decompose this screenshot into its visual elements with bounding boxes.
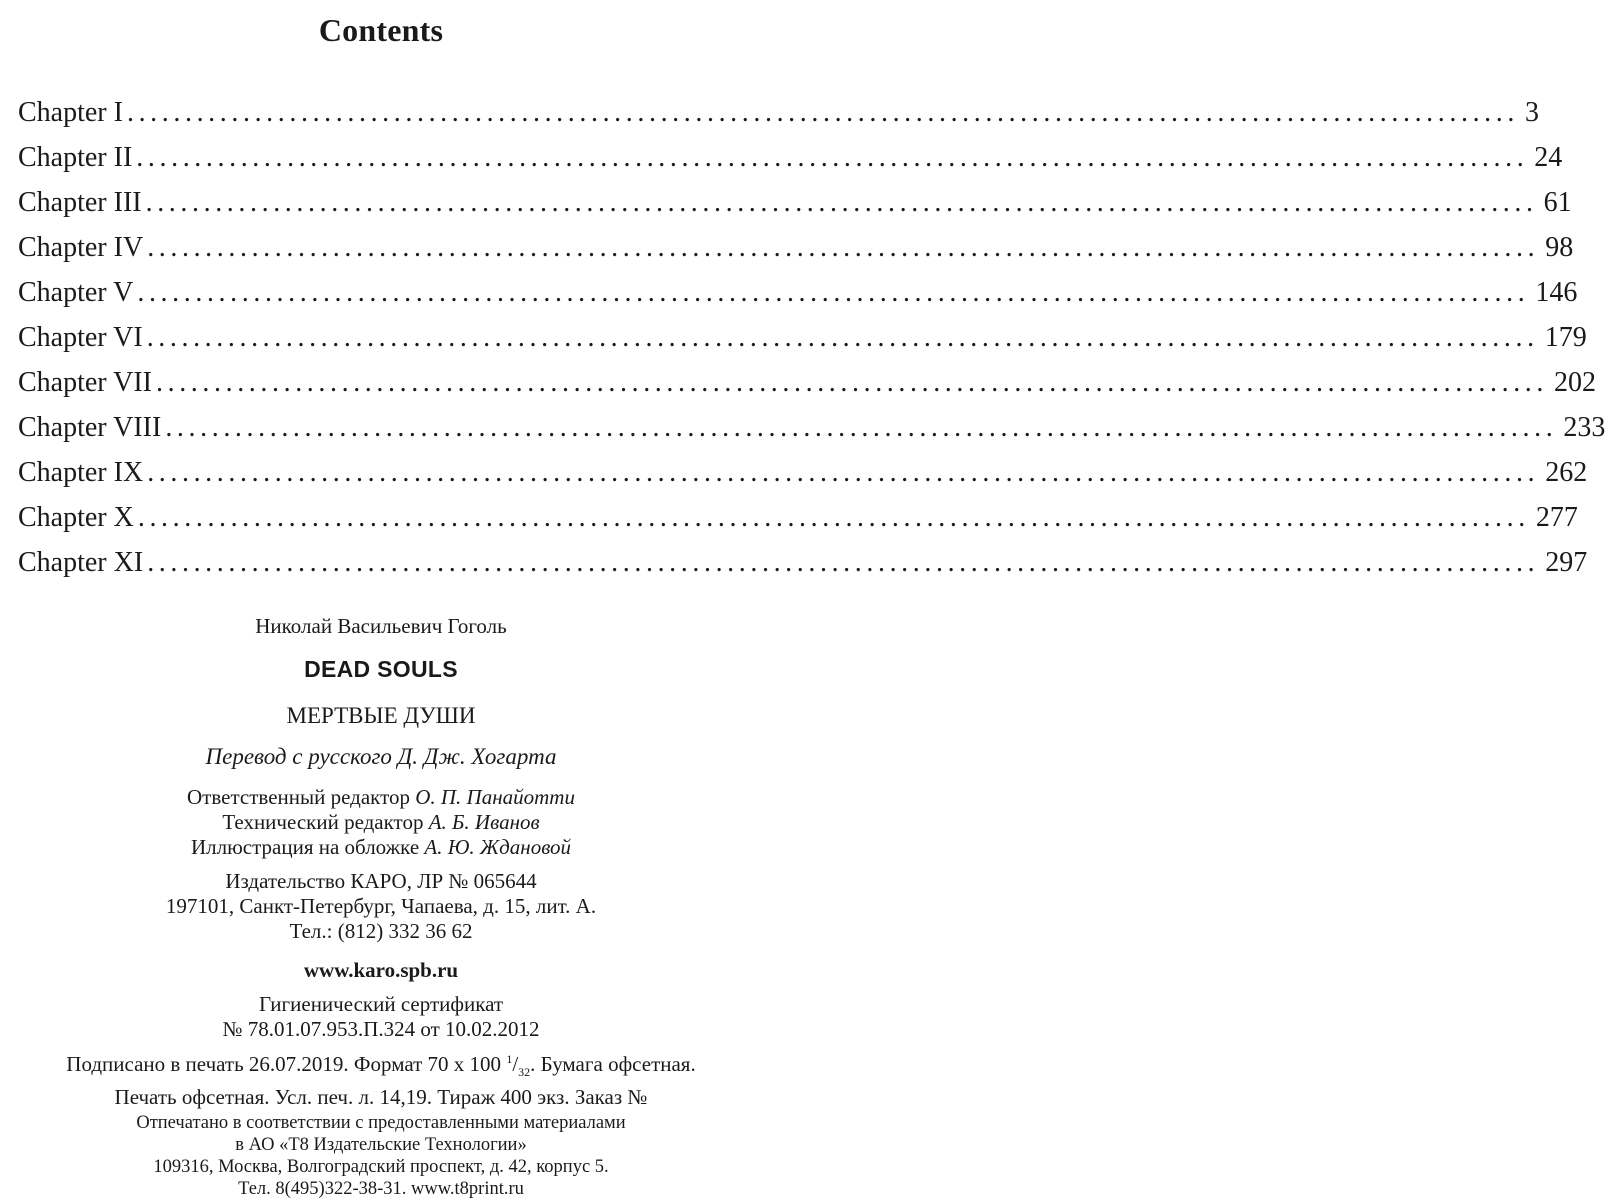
toc-dot-leader: ........................................................................................................................ bbox=[156, 367, 1548, 398]
toc-entry-page-number: 233 bbox=[1563, 412, 1605, 443]
editor-line bbox=[0, 835, 762, 860]
format-denominator: 32 bbox=[518, 1065, 531, 1080]
toc-dot-leader: ........................................................................................................................ bbox=[147, 232, 1540, 263]
toc-entry-label: Chapter X bbox=[18, 502, 134, 533]
toc-entry bbox=[18, 542, 1588, 587]
toc-dot-leader: ........................................................................................................................ bbox=[147, 457, 1540, 488]
printer-line-4: Тел. 8(495)322-38-31. www.t8print.ru bbox=[238, 1179, 524, 1199]
format-numerator: 1 bbox=[506, 1052, 513, 1066]
toc-entry-page-number: 202 bbox=[1554, 367, 1596, 398]
toc-entry-page-number: 61 bbox=[1543, 187, 1572, 218]
print-info-line-1: Подписано в печать 26.07.2019. Формат 70 x 100 $^1/_{32}$. Бумага офсетная. bbox=[66, 1052, 696, 1080]
toc-entry bbox=[18, 452, 1588, 497]
toc-entry bbox=[18, 92, 1539, 137]
toc-entry bbox=[18, 272, 1578, 317]
toc-entry-label: Chapter I bbox=[18, 97, 123, 128]
printer-line-1: Отпечатано в соответствии с предоставленными материалами bbox=[136, 1113, 626, 1133]
toc-dot-leader: ........................................................................................................................ bbox=[146, 322, 1539, 353]
contents-heading: Contents bbox=[318, 12, 444, 48]
toc-entry-label: Chapter V bbox=[18, 277, 134, 308]
toc-entry bbox=[18, 182, 1572, 227]
printer-line-3: 109316, Москва, Волгоградский проспект, д. 42, корпус 5. bbox=[153, 1157, 609, 1177]
editor-name: А. Б. Иванов bbox=[428, 810, 540, 834]
toc-entry-page-number: 98 bbox=[1545, 232, 1574, 263]
toc-entry-label: Chapter VI bbox=[18, 322, 143, 353]
toc-entry-label: Chapter VIII bbox=[18, 412, 162, 443]
certificate-title: Гигиенический сертификат bbox=[258, 992, 504, 1016]
publisher-address: 197101, Санкт-Петербург, Чапаева, д. 15, лит. А. bbox=[165, 894, 597, 918]
toc-dot-leader: ........................................................................................................................ bbox=[145, 187, 1538, 218]
paper-type: . Бумага офсетная. bbox=[530, 1052, 696, 1076]
toc-entry-label: Chapter II bbox=[18, 142, 133, 173]
toc-entry-page-number: 3 bbox=[1524, 97, 1539, 128]
toc-entry bbox=[18, 317, 1587, 362]
toc-entry-page-number: 146 bbox=[1535, 277, 1578, 308]
book-title-english: DEAD SOULS bbox=[304, 656, 458, 682]
toc-entry-page-number: 179 bbox=[1544, 322, 1587, 353]
editor-line bbox=[0, 810, 762, 835]
print-date-format: Подписано в печать 26.07.2019. Формат 70 x 100 bbox=[66, 1052, 507, 1076]
editor-name: А. Ю. Ждановой bbox=[424, 835, 572, 859]
printer-line-2: в АО «Т8 Издательские Технологии» bbox=[235, 1135, 527, 1155]
editor-role: Технический редактор bbox=[222, 810, 424, 834]
book-title-russian: МЕРТВЫЕ ДУШИ bbox=[286, 703, 476, 728]
publisher-phone: Тел.: (812) 332 36 62 bbox=[289, 919, 473, 943]
editor-role: Иллюстрация на обложке bbox=[190, 835, 420, 859]
editor-line bbox=[0, 785, 762, 810]
toc-entry-label: Chapter IX bbox=[18, 457, 144, 488]
toc-dot-leader: ........................................................................................................................ bbox=[165, 412, 1558, 443]
toc-entry-label: Chapter IV bbox=[18, 232, 144, 263]
table-of-contents bbox=[18, 92, 1605, 587]
toc-entry-label: Chapter XI bbox=[18, 547, 144, 578]
editors-block bbox=[0, 785, 762, 860]
toc-entry-page-number: 262 bbox=[1545, 457, 1588, 488]
toc-dot-leader: ........................................................................................................................ bbox=[126, 97, 1519, 128]
toc-entry bbox=[18, 407, 1605, 452]
toc-dot-leader: ........................................................................................................................ bbox=[147, 547, 1540, 578]
certificate-number: № 78.01.07.953.П.324 от 10.02.2012 bbox=[222, 1017, 540, 1041]
toc-entry bbox=[18, 227, 1574, 272]
toc-entry bbox=[18, 362, 1596, 407]
printer-block bbox=[0, 1112, 762, 1200]
print-info-line-2: Печать офсетная. Усл. печ. л. 14,19. Тираж 400 экз. Заказ № bbox=[114, 1085, 648, 1110]
publisher-block bbox=[0, 869, 762, 944]
toc-entry-page-number: 24 bbox=[1534, 142, 1563, 173]
toc-entry-page-number: 277 bbox=[1535, 502, 1578, 533]
toc-dot-leader: ........................................................................................................................ bbox=[136, 142, 1529, 173]
translation-credit: Перевод с русского Д. Дж. Хогарта bbox=[205, 744, 557, 769]
toc-dot-leader: ........................................................................................................................ bbox=[137, 277, 1530, 308]
editor-name: О. П. Панайотти bbox=[415, 785, 575, 809]
author-name: Николай Васильевич Гоголь bbox=[255, 614, 507, 638]
certificate-block bbox=[0, 992, 762, 1042]
publisher-name: Издательство КАРО, ЛР № 065644 bbox=[225, 869, 537, 893]
toc-entry-label: Chapter III bbox=[18, 187, 142, 218]
publisher-website: www.karo.spb.ru bbox=[303, 958, 459, 982]
print-info-block bbox=[0, 1047, 762, 1110]
editor-role: Ответственный редактор bbox=[187, 785, 410, 809]
toc-dot-leader: ........................................................................................................................ bbox=[137, 502, 1530, 533]
toc-entry-label: Chapter VII bbox=[18, 367, 152, 398]
toc-entry bbox=[18, 497, 1578, 542]
toc-entry-page-number: 297 bbox=[1545, 547, 1588, 578]
toc-entry bbox=[18, 137, 1563, 182]
